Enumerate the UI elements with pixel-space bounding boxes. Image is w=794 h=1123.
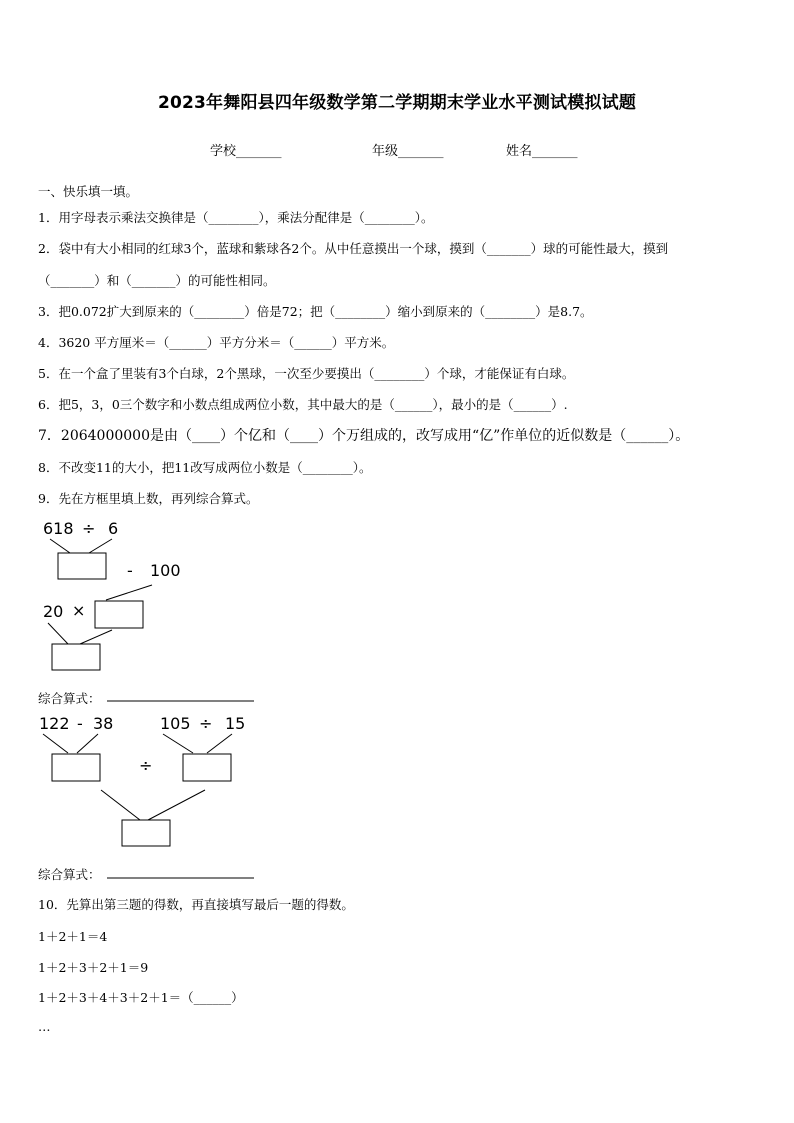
diagram2-15: 15 — [225, 714, 246, 733]
diagram2-122: 122 — [39, 714, 70, 733]
diagram1-6: 6 — [108, 519, 119, 538]
question-6: 6．把5，3，0三个数字和小数点组成两位小数，其中最大的是（______），最小的是（______）. — [38, 397, 568, 412]
name-field[interactable]: 姓名_______ — [506, 144, 578, 159]
question-2-line-2: （_______）和（_______）的可能性相同。 — [38, 273, 276, 288]
diagram2-divide-right: ÷ — [199, 714, 213, 733]
diagram1-20: 20 — [43, 602, 64, 621]
question-8: 8．不改变11的大小，把11改写成两位小数是（________）。 — [38, 460, 372, 475]
section-heading: 一、快乐填一填。 — [38, 184, 139, 199]
diagram2-box-result[interactable] — [122, 820, 170, 846]
diagram1-100: 100 — [150, 561, 181, 580]
question-4: 4．3620 平方厘米＝（______）平方分米＝（______）平方米。 — [38, 335, 395, 350]
question-5: 5．在一个盒了里装有3个白球，2个黑球，一次至少要摸出（________）个球，才能保证有白球。 — [38, 366, 575, 381]
diagram1-box-result[interactable] — [52, 644, 100, 670]
sequence-line-1: 1＋2＋1＝4 — [38, 929, 108, 944]
diagram2-box-left[interactable] — [52, 754, 100, 781]
diagram2-105: 105 — [160, 714, 191, 733]
question-2-line-1: 2．袋中有大小相同的红球3个，蓝球和紫球各2个。从中任意摸出一个球，摸到（_______）球的可能性最大，摸到 — [38, 241, 669, 256]
diagram1-times: × — [72, 601, 86, 620]
question-9: 9．先在方框里填上数，再列综合算式。 — [38, 491, 259, 506]
sequence-line-3: 1＋2＋3＋4＋3＋2＋1＝（______） — [38, 990, 244, 1005]
combined-label-1: 综合算式： — [38, 691, 101, 706]
combined-label-2: 综合算式： — [38, 867, 101, 882]
diagram2-38: 38 — [93, 714, 114, 733]
page-title: 2023年舞阳县四年级数学第二学期期末学业水平测试模拟试题 — [157, 93, 637, 113]
question-3: 3．把0.072扩大到原来的（________）倍是72；把（________）缩小到原来的（________）是8.7。 — [38, 304, 593, 319]
grade-field[interactable]: 年级_______ — [372, 144, 444, 159]
school-field[interactable]: 学校_______ — [210, 144, 282, 159]
diagram1-box-difference[interactable] — [95, 601, 143, 628]
sequence-line-2: 1＋2＋3＋2＋1＝9 — [38, 960, 149, 975]
question-1: 1．用字母表示乘法交换律是（________），乘法分配律是（________）。 — [38, 210, 434, 225]
diagram1-618: 618 — [43, 519, 74, 538]
diagram1-box-quotient[interactable] — [58, 553, 106, 579]
diagram1-divide: ÷ — [82, 519, 96, 538]
question-10: 10．先算出第三题的得数，再直接填写最后一题的得数。 — [38, 897, 354, 912]
sequence-ellipsis: … — [38, 1019, 51, 1034]
diagram2-minus: - — [77, 714, 83, 733]
diagram2-divide-middle: ÷ — [139, 756, 153, 775]
diagram1-minus: - — [127, 561, 133, 580]
diagram2-box-right[interactable] — [183, 754, 231, 781]
question-7: 7．2064000000是由（____）个亿和（____）个万组成的，改写成用“亿”作单位的近似数是（______）。 — [38, 428, 690, 444]
